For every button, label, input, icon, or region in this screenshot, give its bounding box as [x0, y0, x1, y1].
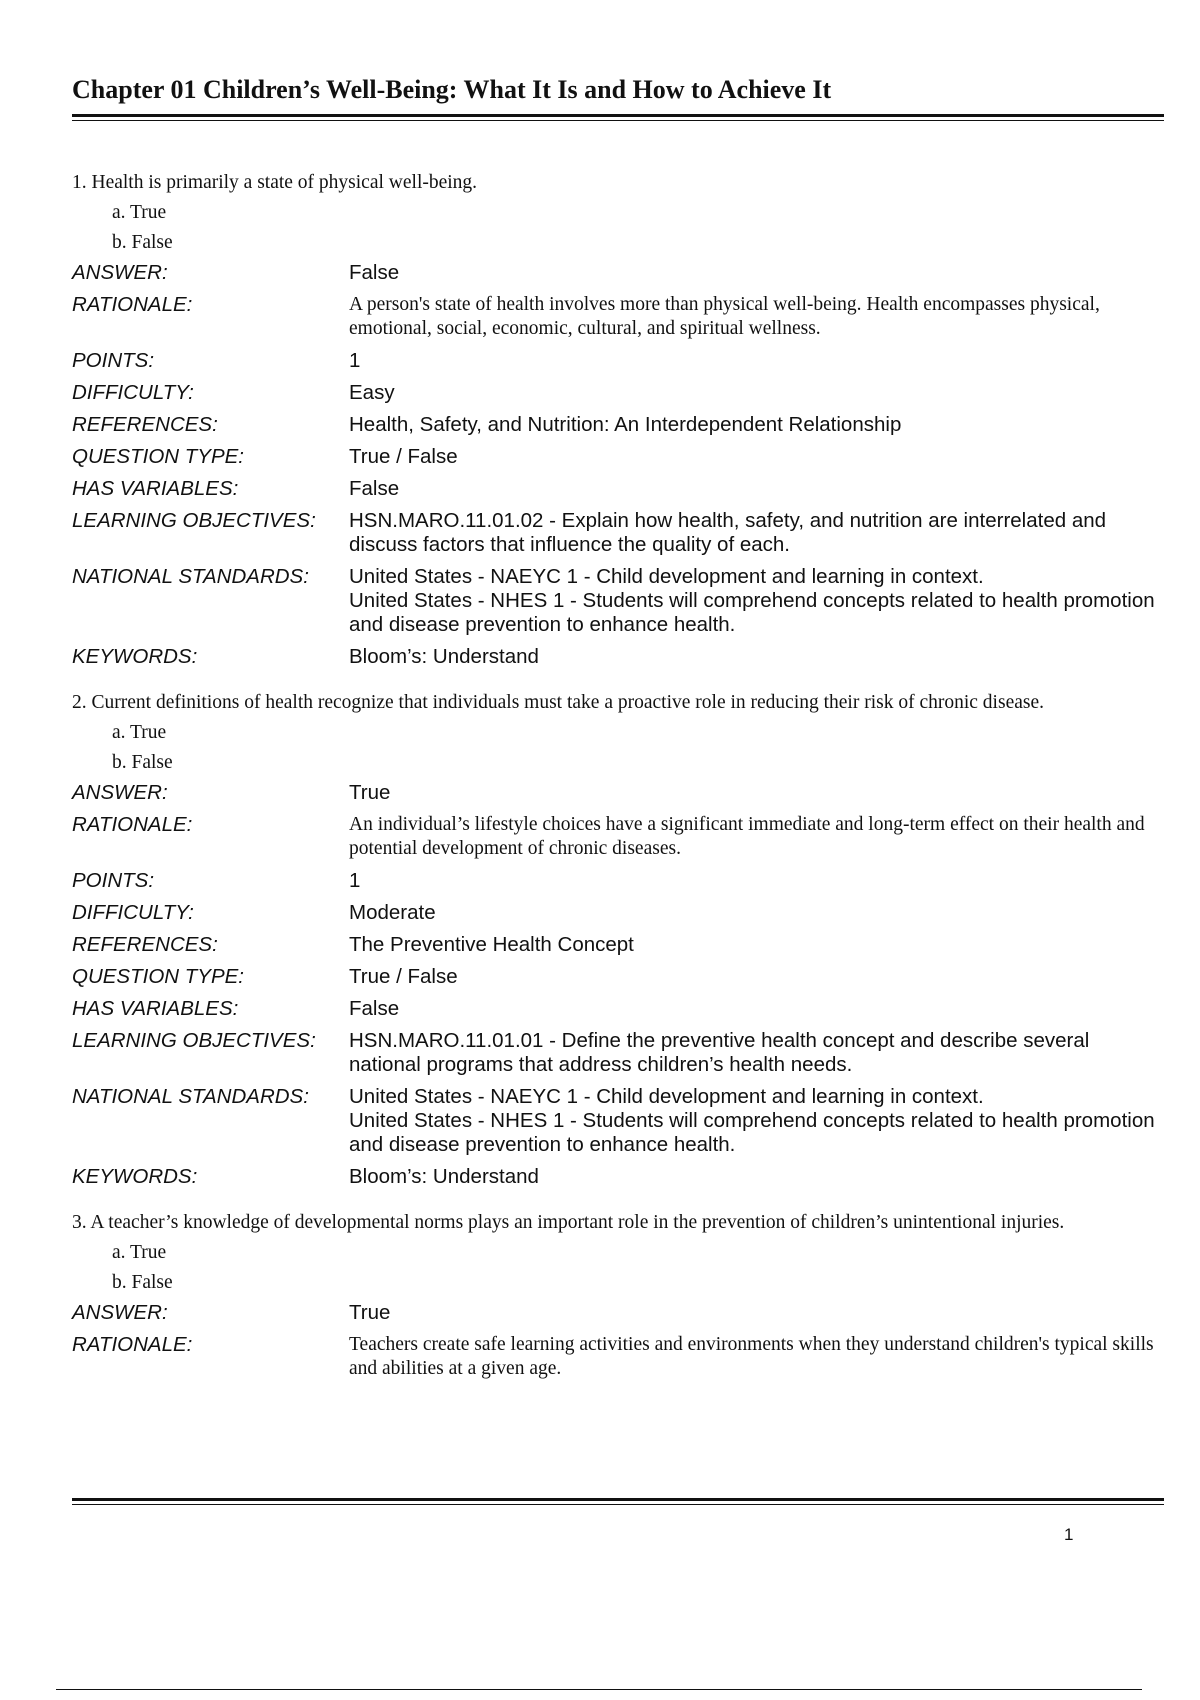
answer-row — [72, 781, 1164, 805]
question-metadata — [72, 781, 1164, 1189]
national-standards-value — [349, 1085, 1164, 1157]
question-text: 1. Health is primarily a state of physical well-being. — [72, 172, 478, 193]
question-1 — [72, 171, 1164, 669]
national-standards-value — [349, 565, 1164, 637]
question-type-value: True / False — [349, 445, 458, 468]
has-variables-label: HAS VARIABLES: — [72, 477, 239, 500]
option-a: a. True — [112, 202, 167, 223]
question-3 — [72, 1211, 1164, 1381]
learning-objectives-value: HSN.MARO.11.01.01 - Define the preventive health concept and describe several national programs that address children’s health needs. — [349, 1029, 1090, 1076]
question-type-value: True / False — [349, 965, 458, 988]
page-number: 1 — [1064, 1525, 1074, 1544]
national-standards-label: NATIONAL STANDARDS: — [72, 565, 309, 588]
points-value: 1 — [349, 349, 361, 372]
difficulty-value: Easy — [349, 381, 395, 404]
rationale-label: RATIONALE: — [72, 813, 193, 836]
difficulty-label: DIFFICULTY: — [72, 381, 194, 404]
document-page — [72, 0, 1164, 1389]
rationale-label: RATIONALE: — [72, 293, 193, 316]
footer-double-rule — [72, 1498, 1164, 1505]
answer-value: True — [349, 1301, 391, 1324]
keywords-value: Bloom’s: Understand — [349, 1165, 539, 1188]
rationale-row — [72, 1333, 1164, 1381]
references-value: Health, Safety, and Nutrition: An Interdependent Relationship — [349, 413, 902, 436]
option-a: a. True — [112, 722, 167, 743]
national-standard-naeyc: United States - NAEYC 1 - Child development and learning in context. — [349, 565, 984, 588]
has-variables-row — [72, 477, 1164, 501]
answer-row — [72, 1301, 1164, 1325]
keywords-row — [72, 645, 1164, 669]
question-metadata — [72, 1301, 1164, 1381]
question-metadata — [72, 261, 1164, 669]
has-variables-value: False — [349, 997, 400, 1020]
difficulty-row — [72, 381, 1164, 405]
keywords-row — [72, 1165, 1164, 1189]
question-type-row — [72, 445, 1164, 469]
references-value: The Preventive Health Concept — [349, 933, 634, 956]
chapter-title: Chapter 01 Children’s Well-Being: What It Is and How to Achieve It — [72, 75, 832, 104]
header-double-rule — [72, 114, 1164, 121]
answer-value: True — [349, 781, 391, 804]
question-type-label: QUESTION TYPE: — [72, 965, 244, 988]
answer-label: ANSWER: — [72, 781, 168, 804]
answer-label: ANSWER: — [72, 1301, 168, 1324]
rationale-label: RATIONALE: — [72, 1333, 193, 1356]
answer-label: ANSWER: — [72, 261, 168, 284]
points-value: 1 — [349, 869, 361, 892]
answer-value: False — [349, 261, 400, 284]
difficulty-value: Moderate — [349, 901, 436, 924]
national-standards-row — [72, 1085, 1164, 1157]
learning-objectives-value: HSN.MARO.11.01.02 - Explain how health, safety, and nutrition are interrelated and discuss factors that influence the quality of each. — [349, 509, 1107, 556]
option-b: b. False — [112, 1272, 173, 1293]
bottom-page-line — [56, 1689, 1142, 1690]
national-standard-nhes: United States - NHES 1 - Students will comprehend concepts related to health promotion and disease prevention to enhance health. — [349, 589, 1155, 636]
references-label: REFERENCES: — [72, 933, 218, 956]
national-standards-label: NATIONAL STANDARDS: — [72, 1085, 309, 1108]
difficulty-row — [72, 901, 1164, 925]
national-standards-row — [72, 565, 1164, 637]
points-row — [72, 869, 1164, 893]
rationale-value: A person's state of health involves more than physical well-being. Health encompasses physical, emotional, social, economic, cultural, and spiritual wellness. — [349, 294, 1100, 339]
question-type-row — [72, 965, 1164, 989]
national-standard-nhes: United States - NHES 1 - Students will comprehend concepts related to health promotion and disease prevention to enhance health. — [349, 1109, 1155, 1156]
references-label: REFERENCES: — [72, 413, 218, 436]
rationale-row — [72, 813, 1164, 861]
option-b: b. False — [112, 752, 173, 773]
points-label: POINTS: — [72, 869, 155, 892]
answer-row — [72, 261, 1164, 285]
has-variables-row — [72, 997, 1164, 1021]
question-text: 2. Current definitions of health recognize that individuals must take a proactive role in reducing their risk of chronic disease. — [72, 692, 1044, 713]
question-2 — [72, 691, 1164, 1189]
has-variables-label: HAS VARIABLES: — [72, 997, 239, 1020]
keywords-value: Bloom’s: Understand — [349, 645, 539, 668]
keywords-label: KEYWORDS: — [72, 645, 198, 668]
question-type-label: QUESTION TYPE: — [72, 445, 244, 468]
references-row — [72, 413, 1164, 437]
difficulty-label: DIFFICULTY: — [72, 901, 194, 924]
points-label: POINTS: — [72, 349, 155, 372]
rationale-value: Teachers create safe learning activities and environments when they understand children's typical skills and abilities at a given age. — [349, 1334, 1154, 1379]
rationale-row — [72, 293, 1164, 341]
learning-objectives-label: LEARNING OBJECTIVES: — [72, 509, 316, 532]
option-b: b. False — [112, 232, 173, 253]
learning-objectives-row — [72, 509, 1164, 557]
option-a: a. True — [112, 1242, 167, 1263]
has-variables-value: False — [349, 477, 400, 500]
rationale-value: An individual’s lifestyle choices have a significant immediate and long-term effect on their health and potential development of chronic diseases. — [349, 814, 1145, 859]
learning-objectives-label: LEARNING OBJECTIVES: — [72, 1029, 316, 1052]
learning-objectives-row — [72, 1029, 1164, 1077]
references-row — [72, 933, 1164, 957]
keywords-label: KEYWORDS: — [72, 1165, 198, 1188]
question-text: 3. A teacher’s knowledge of developmental norms plays an important role in the prevention of children’s unintentional injuries. — [72, 1212, 1065, 1233]
national-standard-naeyc: United States - NAEYC 1 - Child development and learning in context. — [349, 1085, 984, 1108]
points-row — [72, 349, 1164, 373]
